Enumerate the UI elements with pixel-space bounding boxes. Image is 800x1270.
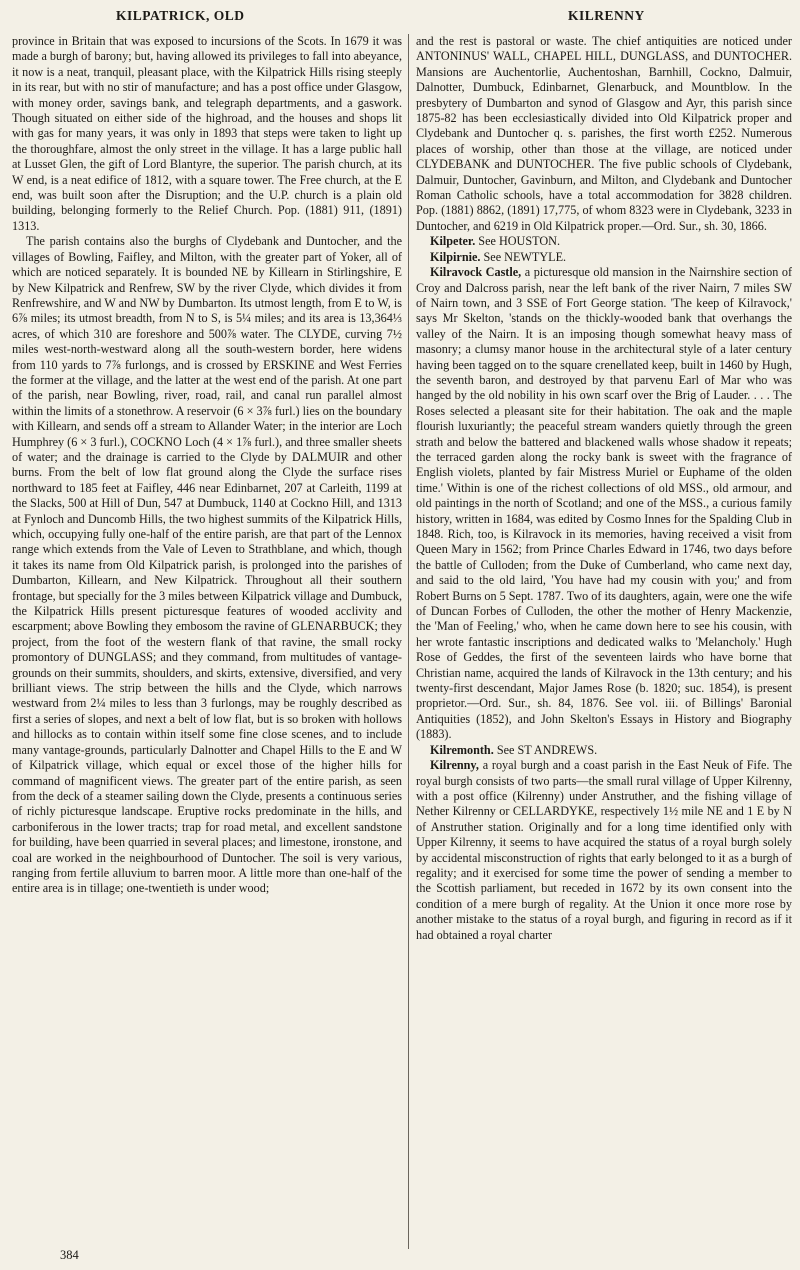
entry-heading: Kilrenny, [430,758,479,773]
paragraph: province in Britain that was exposed to incursions of the Scots. In 1679 it was made a burgh of barony; but, having allowed its privileges to fall into abeyance, it now is a neat, tranquil, pleasant place, with the Kilpatrick Hills rising steeply in its rear, but with no stir of manufacture; and has a post office under Glasgow, with money order, savings bank, and telegraph departments, and a gaswork. Though situated on either side of the highroad, and the houses and shops lit with gas for many years, it was only in 1893 that steps were taken to light up the thoroughfare, almost the only street in the village. It has a large public hall at Lusset Glen, the gift of Lord Blantyre, the superior. The parish church, at its W end, is a neat edifice of 1812, with a square tower. The Free church, at the E end, was built soon after the Disruption; and the U.P. church is a plain old building, belonging formerly to the Relief Church. Pop. (1881) 911, (1891) 1313. [12,34,402,233]
entry-text: a picturesque old mansion in the Nairnshire section of Croy and Dalcross parish, near the left bank of the river Nairn, 7 miles SW of Nairn town, and 3 SSE of Fort George station. 'The keep of Kilravock,' says Mr Skelton, 'stands on the thickly-wooded bank that overhangs the valley of the Nairn. It is an imposing though somewhat heavy mass of masonry; a clumsy manor house in the architectural style of a later century having been tagged on to the square crenellated keep, built in 1460 by Hugh, the seventh baron, and destroyed by that parvenu Earl of Mar who was hanged by the old nobility in his own scarf over the Brig of Lauder. . . . The Roses selected a pleasant site for their habitation. The oak and the maple flourish luxuriantly; the peaceful stream wanders quietly through the green strath and below the battered and blackened walls whose shadow it repeats; the terraced garden along the rocky bank is sweet with the fragrance of English violets, planted by fair Mistress Muriel or Euphame of the olden time.' Within is one of the richest collections of old MSS., old armour, and old paintings in the north of Scotland; and one of the MSS., a curious family history, written in 1684, was edited by Cosmo Innes for the Spalding Club in 1848. Rich, too, is Kilravock in its memories, having received a visit from Queen Mary in 1562; from Prince Charles Edward in 1746, two days before the battle of Culloden; from the Duke of Cumberland, who came next day, and said to the old laird, 'You have had my cousin with you;' and from Robert Burns on 5 Sept. 1787. Two of its daughters, again, were one the wife of Duncan Forbes of Culloden, the other the mother of Henry Mackenzie, the 'Man of Feeling,' who, when he came down here to see his cousin, with her wrote fantastic inscriptions and dedicated walks to 'Melancholy.' Hugh Rose of Geddes, the first of the seventeen lairds who have borne that Christian name, acquired the lands of Kilravock in the 13th century; and his twenty-first descendant, Major James Rose (b. 1820; suc. 1854), is present proprietor.—Ord. Sur., sh. 84, 1876. See vol. iii. of Billings' Baronial Antiquities (1852), and John Skelton's Essays in History and Biography (1883). [416,265,792,742]
entry-text: See HOUSTON. [478,234,560,249]
running-header-left: KILPATRICK, OLD [116,8,245,23]
running-header-right: KILRENNY [568,8,645,23]
entry-heading: Kilpirnie. [430,249,481,264]
entry-heading: Kilpeter. [430,234,476,249]
entry-text: See NEWTYLE. [483,249,567,264]
entry-heading: Kilravock Castle, [430,265,522,280]
entry-text: See ST ANDREWS. [496,742,598,757]
paragraph: and the rest is pastoral or waste. The chief antiquities are noticed under ANTONINUS' WALL, CHAPEL HILL, DUNGLASS, and DUNTOCHER. Mansions are Auchentorlie, Auchentoshan, Barnhill, Cockno, Dalmuir, Dalnotter, Dumbuck, Edinbarnet, Glenarbuck, and Mountblow. In the presbytery of Dumbarton and synod of Glasgow and Ayr, this parish since 1875-82 has been ecclesiastically divided into Old Kilpatrick proper and Clydebank and Duntocher q. s. parishes, the first worth £252. Numerous places of worship, other than those at the village, are noticed under CLYDEBANK and DUNTOCHER. The five public schools of Clydebank, Dalmuir, Duntocher, Gavinburn, and Milton, and Clydebank and Duntocher Roman Catholic schools, have a total accommodation for 3828 children. Pop. (1881) 8862, (1891) 17,775, of whom 8323 were in Clydebank, 3233 in Duntocher, and 6219 in Old Kilpatrick proper.—Ord. Sur., sh. 30, 1866. [416,34,792,233]
entry-kilpeter [416,234,792,249]
entry-heading: Kilremonth. [430,742,494,757]
left-column [12,34,402,1244]
right-column [416,34,792,1244]
paragraph: The parish contains also the burghs of Clydebank and Duntocher, and the villages of Bowling, Faifley, and Milton, with the greater part of Yoker, all of which are noticed separately. It is bounded NE by Killearn in Stirlingshire, E by New Kilpatrick and Renfrew, SW by the river Clyde, which divides it from Renfrewshire, and W and NW by Dumbarton. Its utmost length, from E to W, is 6⅞ miles; its utmost breadth, from N to S, is 5¼ miles; and its area is 13,364⅓ acres, of which 310 are foreshore and 500⅞ water. The CLYDE, curving 7½ miles west-north-westward along all the south-western border, here widens from 110 yards to 7⅞ furlongs, and is crossed by ERSKINE and West Ferries the former at the village, and the latter at the west end of the parish. At one part of the parish, near Bowling, river, road, rail, and canal run parallel almost within the limits of a stonethrow. A reservoir (6 × 3⅞ furl.) lies on the boundary with Killearn, and sends off a stream to Allander Water; in the interior are Loch Humphrey (6 × 3 furl.), COCKNO Loch (4 × 1⅞ furl.), and three smaller sheets of water; and the drainage is carried to the Clyde by DALMUIR and other burns. From the belt of low flat ground along the Clyde the surface rises northward to 185 feet at Faifley, 446 near Edinbarnet, 207 at Carleith, 1199 at the Slacks, 500 at Hill of Dun, 547 at Dumbuck, 1140 at Cockno Hill, and 1313 at Fynloch and Duncomb Hills, the two highest summits of the Kilpatrick Hills, which, occupying fully one-half of the entire parish, are that part of the Lennox range which extends from the Vale of Leven to Strathblane, and which, though it takes its name from Old Kilpatrick parish, is prolonged into the parishes of Dumbarton, Killearn, and New Kilpatrick. Throughout all their southern frontage, but specially for the 3 miles between Kilpatrick village and Dumbuck, the Kilpatrick Hills present picturesque features of wooded acclivity and escarpment; above Bowling they embosom the ravine of GLENARBUCK; they project, from the foot of the western flank of that ravine, the small rocky promontory of DUNGLASS; and they command, from multitudes of vantage-grounds on their summits, shoulders, and skirts, extensive, diversified, and very brilliant views. The strip between the hills and the Clyde, which narrows westward from 2¼ miles to less than 3 furlongs, may be roughly described as first a series of slopes, and next a belt of low flat, but is so broken with hollows and hillocks as to contain within itself some fine close scenes, and to include many vantage-grounds, particularly Dalnotter and Chapel Hills to the E and W of Kilpatrick village, which equal or excel those of the higher hills for command of magnificent views. The greater part of the entire parish, as seen from the deck of a steamer sailing down the Clyde, presents a continuous series of richly picturesque landscape. Eruptive rocks predominate in the hills, and carboniferous in the lower tracts; trap for road metal, and excellent sandstone for building, have been quarried in several places; and limestone, ironstone, and coal are worked in the neighbourhood of Duntocher. The soil is very various, ranging from fertile alluvium to barren moor. A little more than one-half of the entire area is in tillage; one-twentieth is under wood; [12,234,402,896]
page-number: 384 [60,1248,79,1262]
entry-kilpirnie [416,250,792,265]
column-divider [408,34,409,1249]
entry-kilravock-castle [416,265,792,743]
entry-text: a royal burgh and a coast parish in the East Neuk of Fife. The royal burgh consists of two parts—the small rural village of Upper Kilrenny, with a post office (Kilrenny) under Anstruther, and the fishing village of Nether Kilrenny or CELLARDYKE, respectively 1½ mile NE and 1 E by N of Anstruther station. Originally and for a long time identified only with Upper Kilrenny, it seems to have acquired the status of a royal burgh solely by accidental misconstruction of rights that early belonged to it as a burgh of regality; and it exercised for some time the power of sending a member to the Scottish parliament, but receded in 1672 by its own consent into the condition of a mere burgh of regality. At the Union it once more rose by another mistake to the status of a royal burgh, and figuring in record as if it had obtained a royal charter [416,758,792,942]
entry-kilrenny [416,758,792,943]
entry-kilremonth [416,743,792,758]
